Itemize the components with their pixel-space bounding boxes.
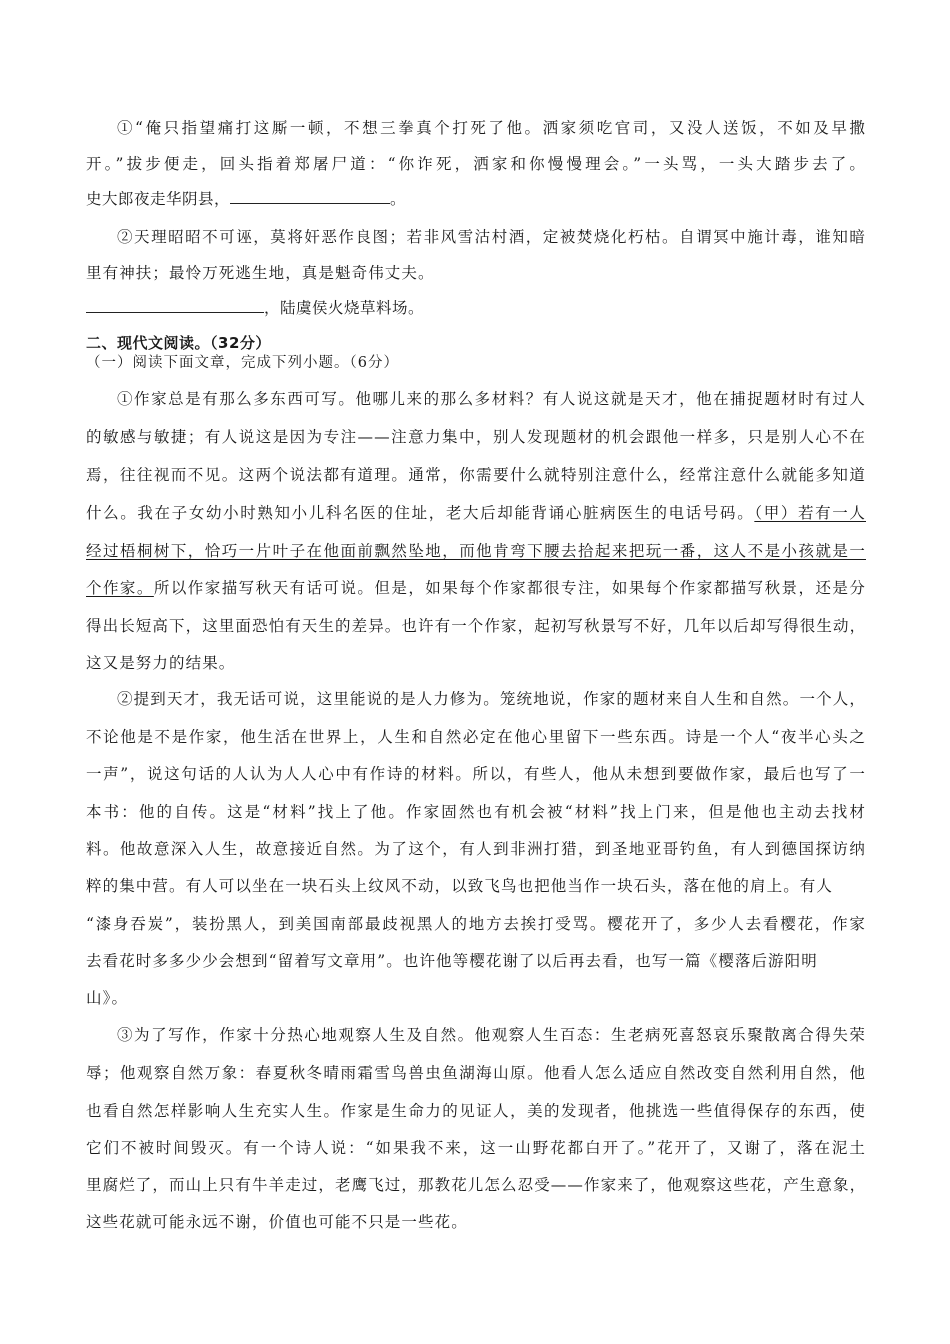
para1-line4 [86, 503, 866, 523]
para3-line3: 也看自然怎样影响人生充实人生。作家是生命力的见证人，美的发现者，他挑选一些值得保存的东西，使 [86, 1102, 866, 1120]
section2-heading: 二、现代文阅读。（32分） [86, 334, 271, 352]
para1-line6-text: 所以作家描写秋天有话可说。但是，如果每个作家都很专注，如果每个作家都描写秋景，还是分 [153, 579, 866, 597]
section2-subheading: （一）阅读下面文章，完成下列小题。（6分） [86, 355, 399, 371]
item1-blank-suffix: 。 [390, 190, 407, 208]
para3-line6: 这些花就可能永远不谢，价值也可能不只是一些花。 [86, 1213, 468, 1231]
underlined-sentence-jia-start: （甲）若有一人 [754, 504, 866, 522]
para1-line8: 这又是努力的结果。 [86, 654, 236, 672]
para1-line6 [86, 578, 866, 598]
para2-line4: 本书：他的自传。这是“材料”找上了他。作家固然也有机会被“材料”找上门来，但是他也主动去找材 [86, 803, 866, 821]
para2-line2: 不论他是不是作家，他生活在世界上，人生和自然必定在他心里留下一些东西。诗是一个人“夜半心头之 [86, 728, 866, 746]
para1-line2: 的敏感与敏捷；有人说这是因为专注——注意力集中，别人发现题材的机会跟他一样多，只是别人心不在 [86, 428, 866, 446]
para3-line4: 它们不被时间毁灭。有一个诗人说：“如果我不来，这一山野花都白开了。”花开了，又谢了，落在泥土 [86, 1139, 866, 1157]
para1-line4-text: 什么。我在子女幼小时熟知小儿科名医的住址，老大后却能背诵心脏病医生的电话号码。 [86, 504, 755, 522]
para2-line1: ②提到天才，我无话可说，这里能说的是人力修为。笼统地说，作家的题材来自人生和自然。一个人， [117, 690, 866, 708]
item2-fill-blank-line [86, 298, 866, 318]
item1-line1: ①“俺只指望痛打这厮一顿，不想三拳真个打死了他。洒家须吃官司，又没人送饭，不如及早撒 [117, 119, 866, 137]
para2-line7: “漆身吞炭”，装扮黑人，到美国南部最歧视黑人的地方去挨打受骂。樱花开了，多少人去看樱花，作家 [86, 915, 866, 933]
para1-line1: ①作家总是有那么多东西可写。他哪儿来的那么多材料？有人说这就是天才，他在捕捉题材时有过人 [117, 390, 866, 408]
para3-line1: ③为了写作，作家十分热心地观察人生及自然。他观察人生百态：生老病死喜怒哀乐聚散离合得失荣 [117, 1026, 866, 1044]
para2-line9: 山》。 [86, 989, 129, 1007]
item1-fill-blank-line [86, 189, 866, 209]
para2-line6: 粹的集中营。有人可以坐在一块石头上纹风不动，以致飞鸟也把他当作一块石头，落在他的肩上。有人 [86, 877, 834, 895]
para3-line5: 里腐烂了，而山上只有牛羊走过，老鹰飞过，那教花儿怎么忍受——作家来了，他观察这些花，产生意象， [86, 1176, 867, 1194]
para2-line3: 一声”，说这句话的人认为人人心中有作诗的材料。所以，有些人，他从未想到要做作家，最后也写了一 [86, 765, 866, 783]
para1-line7: 得出长短高下，这里面恐怕有天生的差异。也许有一个作家，起初写秋景写不好，几年以后却写得很生动， [86, 617, 867, 635]
item2-line1: ②天理昭昭不可诬，莫将奸恶作良图；若非风雪沽村酒，定被焚烧化朽枯。自谓冥中施计毒，谁知暗 [117, 228, 866, 246]
item1-blank-prefix: 史大郎夜走华阴县， [86, 190, 231, 208]
item1-line2: 开。”拔步便走，回头指着郑屠尸道：“你诈死，洒家和你慢慢理会。”一头骂，一头大踏步去了。 [86, 155, 866, 173]
underlined-sentence-jia-end: 个作家。 [86, 579, 154, 597]
para2-line8: 去看花时多多少少会想到“留着写文章用”。也许他等樱花谢了以后再去看，也写一篇《樱落后游阳明 [86, 952, 818, 970]
answer-blank-2[interactable] [86, 298, 264, 313]
item2-blank-suffix: ，陆虞侯火烧草料场。 [264, 299, 425, 317]
item2-line2: 里有神扶；最怜万死逃生地，真是魁奇伟丈夫。 [86, 264, 435, 282]
answer-blank-1[interactable] [230, 189, 390, 204]
para3-line2: 辱；他观察自然万象：春夏秋冬晴雨霜雪鸟兽虫鱼湖海山原。他看人怎么适应自然改变自然利用自然，他 [86, 1064, 866, 1082]
para2-line5: 料。他故意深入人生，故意接近自然。为了这个，有人到非洲打猎，到圣地亚哥钓鱼，有人到德国探访纳 [86, 840, 866, 858]
underlined-sentence-jia-middle: 经过梧桐树下，恰巧一片叶子在他面前飘然坠地，而他肯弯下腰去拾起来把玩一番，这人不是小孩就是一 [86, 542, 866, 560]
para1-line3: 焉，往往视而不见。这两个说法都有道理。通常，你需要什么就特别注意什么，经常注意什么就能多知道 [86, 466, 866, 484]
